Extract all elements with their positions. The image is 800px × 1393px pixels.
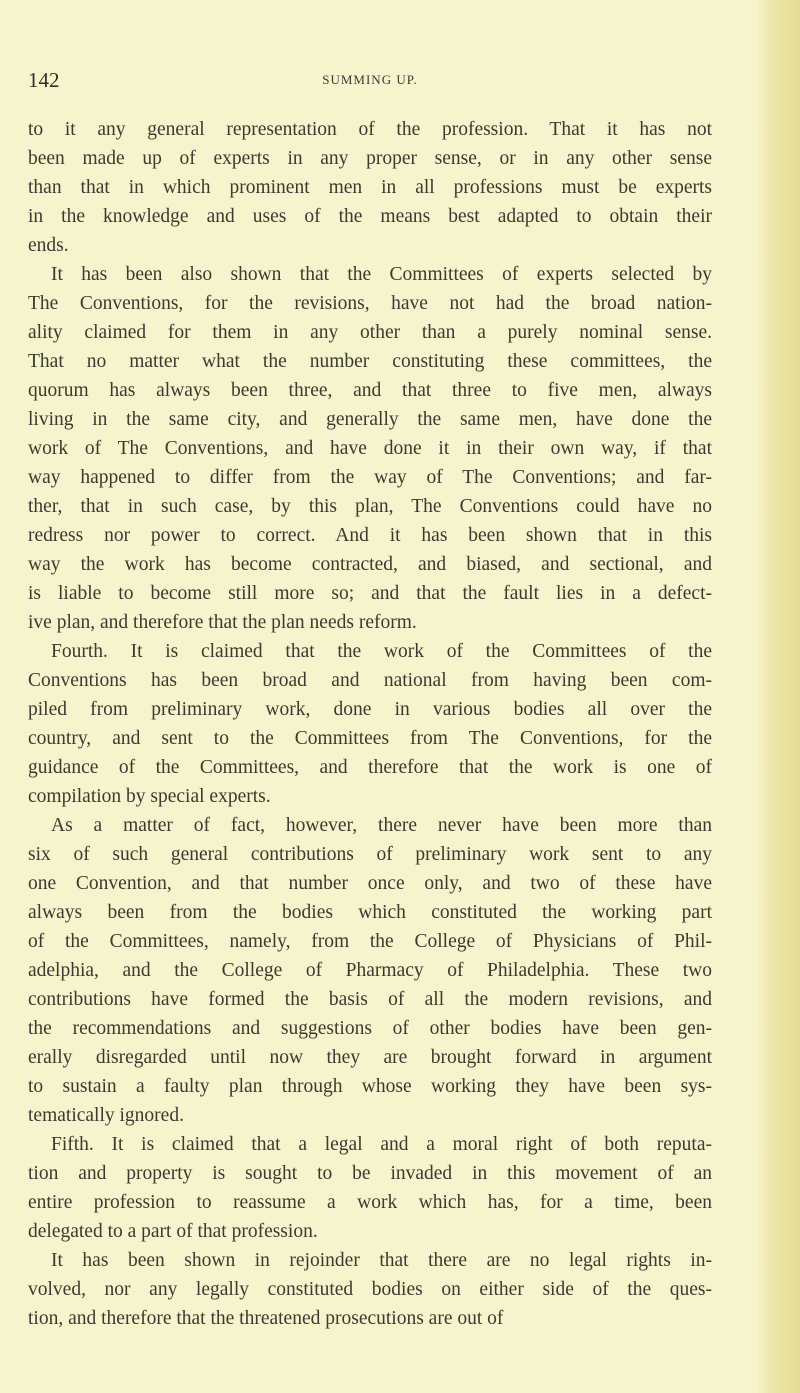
text-line: entire profession to reassume a work which has, for a time, been [28,1192,712,1213]
text-line: guidance of the Committees, and therefore that the work is one of [28,757,712,778]
text-line: always been from the bodies which constituted the working part [28,902,712,923]
text-line: Conventions has been broad and national from having been com- [28,670,712,691]
paragraph-start-line: It has been shown in rejoinder that there are no legal rights in- [51,1250,712,1271]
text-line: the recommendations and suggestions of other bodies have been gen- [28,1018,712,1039]
text-line: in the knowledge and uses of the means best adapted to obtain their [28,206,712,227]
text-line: ality claimed for them in any other than a purely nominal sense. [28,322,712,343]
running-title: SUMMING UP. [322,72,418,87]
text-line: country, and sent to the Committees from The Conventions, for the [28,728,712,749]
text-line: to sustain a faulty plan through whose working they have been sys- [28,1076,712,1097]
text-line: quorum has always been three, and that three to five men, always [28,380,712,401]
text-line: than that in which prominent men in all professions must be experts [28,177,712,198]
paragraph-start-line: As a matter of fact, however, there never have been more than [51,815,712,836]
text-line: ive plan, and therefore that the plan needs reform. [28,612,417,633]
text-line: volved, nor any legally constituted bodies on either side of the ques- [28,1279,712,1300]
text-line: erally disregarded until now they are brought forward in argument [28,1047,712,1068]
paragraph-start-line: Fourth. It is claimed that the work of the Committees of the [51,641,712,662]
text-line: The Conventions, for the revisions, have not had the broad nation- [28,293,712,314]
text-line: piled from preliminary work, done in various bodies all over the [28,699,712,720]
text-line: one Convention, and that number once only, and two of these have [28,873,712,894]
paragraph-start-line: It has been also shown that the Committees of experts selected by [51,264,712,285]
body-text [28,115,712,1333]
text-line: delegated to a part of that profession. [28,1221,318,1242]
text-line: of the Committees, namely, from the College of Physicians of Phil- [28,931,712,952]
text-line: compilation by special experts. [28,786,271,807]
text-line: way happened to differ from the way of The Conventions; and far- [28,467,712,488]
text-line: ends. [28,235,69,256]
text-line: redress nor power to correct. And it has been shown that in this [28,525,712,546]
text-line: work of The Conventions, and have done it in their own way, if that [28,438,712,459]
text-line: six of such general contributions of preliminary work sent to any [28,844,712,865]
text-line: contributions have formed the basis of all the modern revisions, and [28,989,712,1010]
text-line: tion and property is sought to be invaded in this movement of an [28,1163,712,1184]
text-line: tematically ignored. [28,1105,184,1126]
page-edge-shadow [755,0,800,1393]
paragraph-start-line: Fifth. It is claimed that a legal and a moral right of both reputa- [51,1134,712,1155]
text-line: ther, that in such case, by this plan, The Conventions could have no [28,496,712,517]
text-line: That no matter what the number constituting these committees, the [28,351,712,372]
text-line: way the work has become contracted, and biased, and sectional, and [28,554,712,575]
text-line: adelphia, and the College of Pharmacy of Philadelphia. These two [28,960,712,981]
text-line: to it any general representation of the profession. That it has not [28,119,712,140]
text-line: been made up of experts in any proper sense, or in any other sense [28,148,712,169]
text-line: tion, and therefore that the threatened prosecutions are out of [28,1308,504,1329]
text-line: living in the same city, and generally the same men, have done the [28,409,712,430]
text-line: is liable to become still more so; and that the fault lies in a defect- [28,583,712,604]
page-number: 142 [28,68,60,92]
